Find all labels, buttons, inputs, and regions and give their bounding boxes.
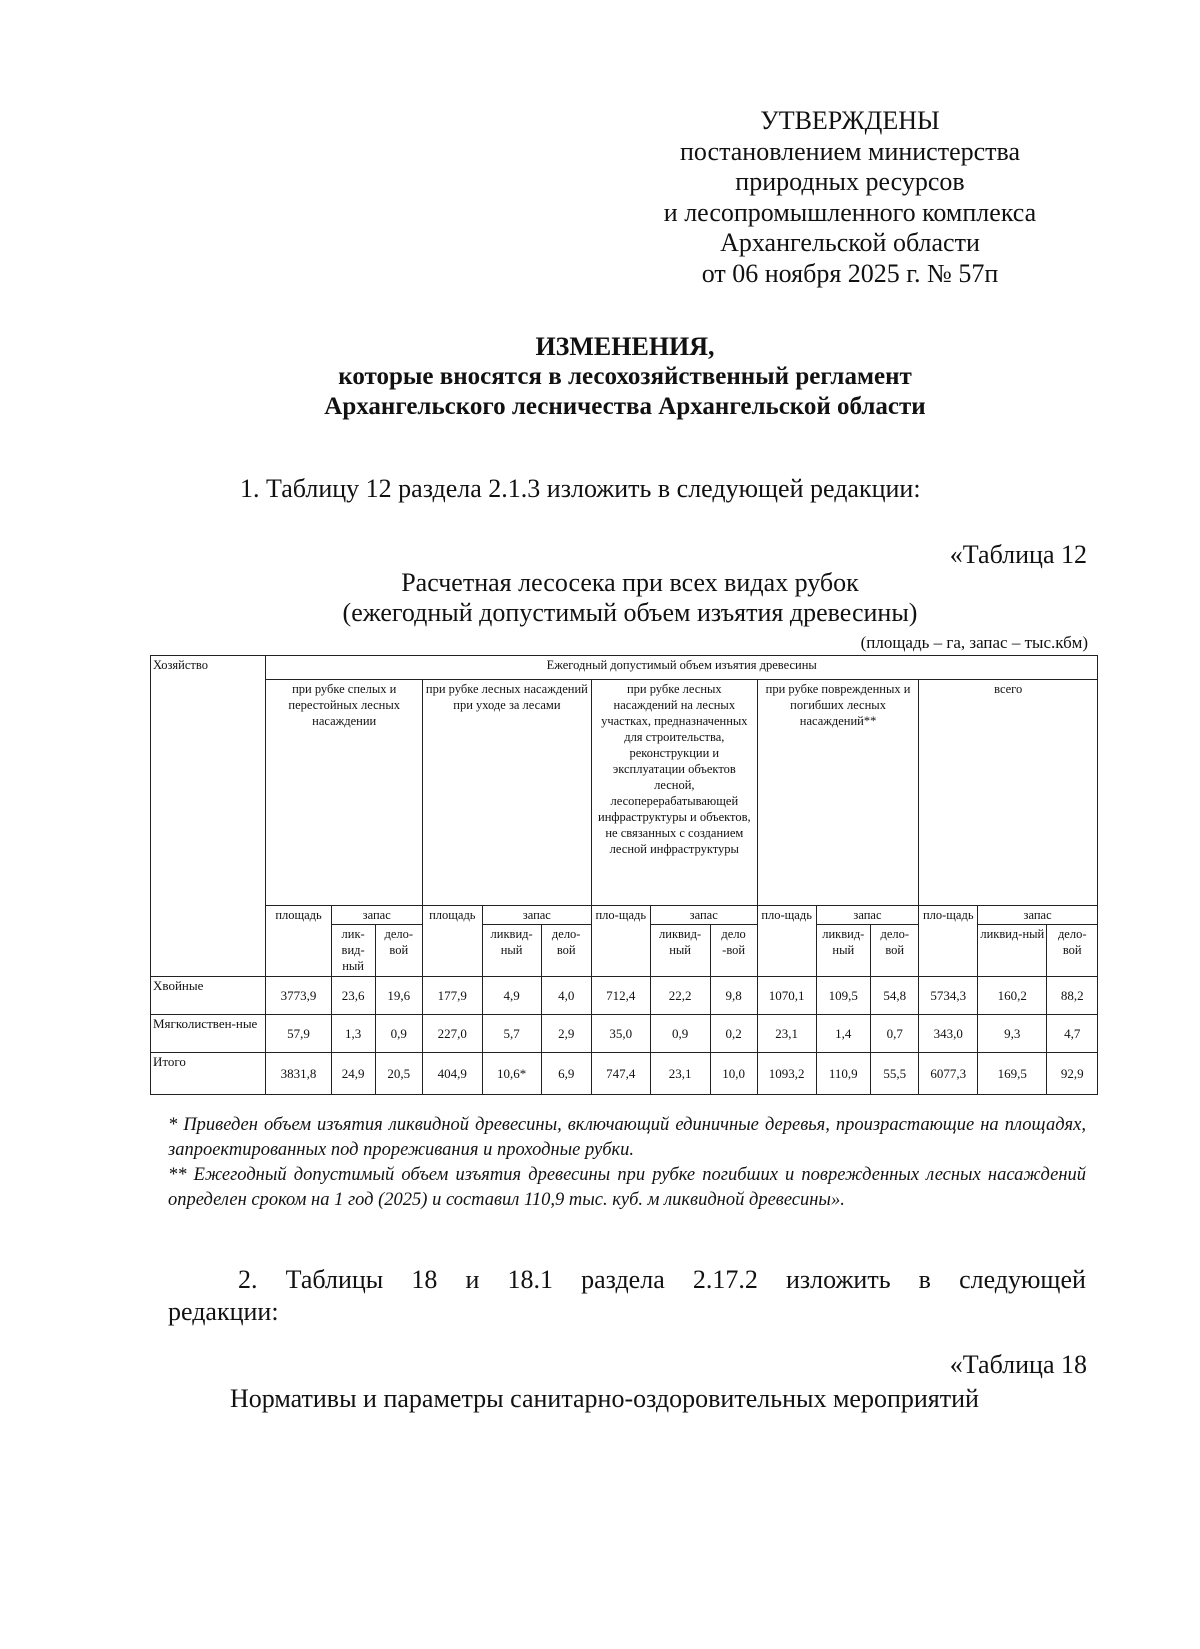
header-group: всего	[919, 680, 1098, 906]
title-line: которые вносятся в лесохозяйственный регламент	[338, 363, 912, 390]
cell: 23,1	[757, 1015, 816, 1053]
cell: 6077,3	[919, 1053, 978, 1095]
cell: 0,9	[375, 1015, 422, 1053]
cell: 10,6*	[482, 1053, 541, 1095]
cell: 160,2	[978, 977, 1047, 1015]
approval-line: Архангельской области	[720, 228, 980, 257]
item-1: 1. Таблицу 12 раздела 2.1.3 изложить в следующей редакции:	[240, 474, 921, 503]
item-2-word: 18	[411, 1265, 438, 1294]
header-business: дело-вой	[375, 925, 422, 977]
cell: 1070,1	[757, 977, 816, 1015]
cell: 23,1	[650, 1053, 710, 1095]
document-title	[160, 332, 1090, 422]
cell: 227,0	[422, 1015, 482, 1053]
cell: 4,7	[1047, 1015, 1098, 1053]
table-12-caption	[160, 568, 1100, 628]
cell: 109,5	[816, 977, 871, 1015]
approval-line: и лесопромышленного комплекса	[663, 197, 1037, 227]
item-2-line: редакции:	[168, 1297, 279, 1326]
header-stock: запас	[331, 906, 422, 925]
cell: 57,9	[266, 1015, 331, 1053]
header-business: дело -вой	[710, 925, 757, 977]
cell: 24,9	[331, 1053, 375, 1095]
item-2-word: изложить	[785, 1265, 891, 1294]
cell: 6,9	[541, 1053, 591, 1095]
table-12-label: «Таблица 12	[949, 540, 1087, 569]
item-2-word: следующей	[959, 1265, 1086, 1294]
item-2-word: в	[918, 1265, 931, 1294]
header-group: при рубке лесных насаждений на лесных участках, предназначенных для строительства, реконструкции и эксплуатации объектов лесной, лесоперерабатывающей инфраструктуры и объектов, не связанных с созданием лесной инфраструктуры	[591, 680, 757, 906]
cell: 2,9	[541, 1015, 591, 1053]
caption-line: (ежегодный допустимый объем изъятия древесины)	[342, 598, 918, 627]
header-group: при рубке поврежденных и погибших лесных насаждений**	[757, 680, 919, 906]
header-liquid: ликвид-ный	[650, 925, 710, 977]
header-area: пло-щадь	[591, 906, 650, 977]
item-2-word: 2.17.2	[692, 1265, 758, 1294]
table-18-label: «Таблица 18	[949, 1350, 1087, 1379]
cell: 10,0	[710, 1053, 757, 1095]
header-liquid: ликвид-ный	[816, 925, 871, 977]
table-12-units: (площадь – га, запас – тыс.кбм)	[860, 633, 1088, 652]
header-business: дело-вой	[871, 925, 919, 977]
cell: 1093,2	[757, 1053, 816, 1095]
title-main: ИЗМЕНЕНИЯ,	[535, 332, 715, 361]
cell: 177,9	[422, 977, 482, 1015]
header-stock: запас	[482, 906, 591, 925]
cell: 88,2	[1047, 977, 1098, 1015]
header-stock: запас	[816, 906, 919, 925]
item-2-number: 2.	[238, 1265, 258, 1294]
item-2-word: Таблицы	[285, 1265, 384, 1294]
header-area: площадь	[422, 906, 482, 977]
header-farm: Хозяйство	[151, 656, 266, 977]
cell: 3773,9	[266, 977, 331, 1015]
header-business: дело-вой	[1047, 925, 1098, 977]
header-stock: запас	[978, 906, 1098, 925]
cell: 169,5	[978, 1053, 1047, 1095]
cell: 9,8	[710, 977, 757, 1015]
cell: 0,7	[871, 1015, 919, 1053]
header-liquid: лик-вид-ный	[331, 925, 375, 977]
header-group: при рубке лесных насаждений при уходе за лесами	[422, 680, 591, 906]
item-2-word: раздела	[581, 1265, 665, 1294]
cell: 5734,3	[919, 977, 978, 1015]
header-group: при рубке спелых и перестойных лесных насаждении	[266, 680, 422, 906]
cell: 343,0	[919, 1015, 978, 1053]
title-line: Архангельского лесничества Архангельской области	[324, 393, 926, 420]
approval-stamp	[600, 106, 1100, 289]
item-2	[168, 1264, 1086, 1328]
approval-line: постановлением министерства	[679, 136, 1021, 166]
cell: 19,6	[375, 977, 422, 1015]
header-annual: Ежегодный допустимый объем изъятия древесины	[266, 656, 1098, 680]
cell: 404,9	[422, 1053, 482, 1095]
header-liquid: ликвид-ный	[482, 925, 541, 977]
table-row	[151, 1015, 1098, 1053]
item-2-line	[168, 1264, 1086, 1296]
cell: 54,8	[871, 977, 919, 1015]
cell: 9,3	[978, 1015, 1047, 1053]
header-liquid: ликвид-ный	[978, 925, 1047, 977]
row-name: Хвойные	[151, 977, 266, 1015]
approval-line: УТВЕРЖДЕНЫ	[760, 106, 940, 135]
table-row	[151, 977, 1098, 1015]
cell: 1,4	[816, 1015, 871, 1053]
cell: 20,5	[375, 1053, 422, 1095]
cell: 1,3	[331, 1015, 375, 1053]
cell: 110,9	[816, 1053, 871, 1095]
header-area: площадь	[266, 906, 331, 977]
approval-line: от 06 ноября 2025 г. № 57п	[701, 258, 999, 288]
cell: 23,6	[331, 977, 375, 1015]
table-12-notes	[168, 1113, 1086, 1213]
header-area: пло-щадь	[919, 906, 978, 977]
row-name: Итого	[151, 1053, 266, 1095]
item-2-word: и	[465, 1265, 480, 1294]
row-name: Мягколиствен-ные	[151, 1015, 266, 1053]
footnote: ** Ежегодный допустимый объем изъятия древесины при рубке погибших и поврежденных лесных насаждений определен сроком на 1 год (2025) и составил 110,9 тыс. куб. м ликвидной древесины».	[168, 1165, 1086, 1210]
cell: 5,7	[482, 1015, 541, 1053]
cell: 747,4	[591, 1053, 650, 1095]
cell: 3831,8	[266, 1053, 331, 1095]
approval-line: природных ресурсов	[735, 167, 965, 196]
header-stock: запас	[650, 906, 757, 925]
table-row	[151, 1053, 1098, 1095]
cell: 0,9	[650, 1015, 710, 1053]
caption-line: Расчетная лесосека при всех видах рубок	[401, 568, 859, 597]
table-12	[150, 655, 1098, 1095]
cell: 0,2	[710, 1015, 757, 1053]
cell: 712,4	[591, 977, 650, 1015]
cell: 35,0	[591, 1015, 650, 1053]
item-2-word: 18.1	[507, 1265, 553, 1294]
cell: 4,0	[541, 977, 591, 1015]
header-area: пло-щадь	[757, 906, 816, 977]
cell: 22,2	[650, 977, 710, 1015]
footnote: * Приведен объем изъятия ликвидной древесины, включающий единичные деревья, произрастающие на площадях, запроектированных под прореживания и проходные рубки.	[168, 1115, 1086, 1160]
cell: 4,9	[482, 977, 541, 1015]
table-18-caption: Нормативы и параметры санитарно-оздоровительных мероприятий	[230, 1384, 979, 1413]
header-business: дело-вой	[541, 925, 591, 977]
cell: 55,5	[871, 1053, 919, 1095]
cell: 92,9	[1047, 1053, 1098, 1095]
